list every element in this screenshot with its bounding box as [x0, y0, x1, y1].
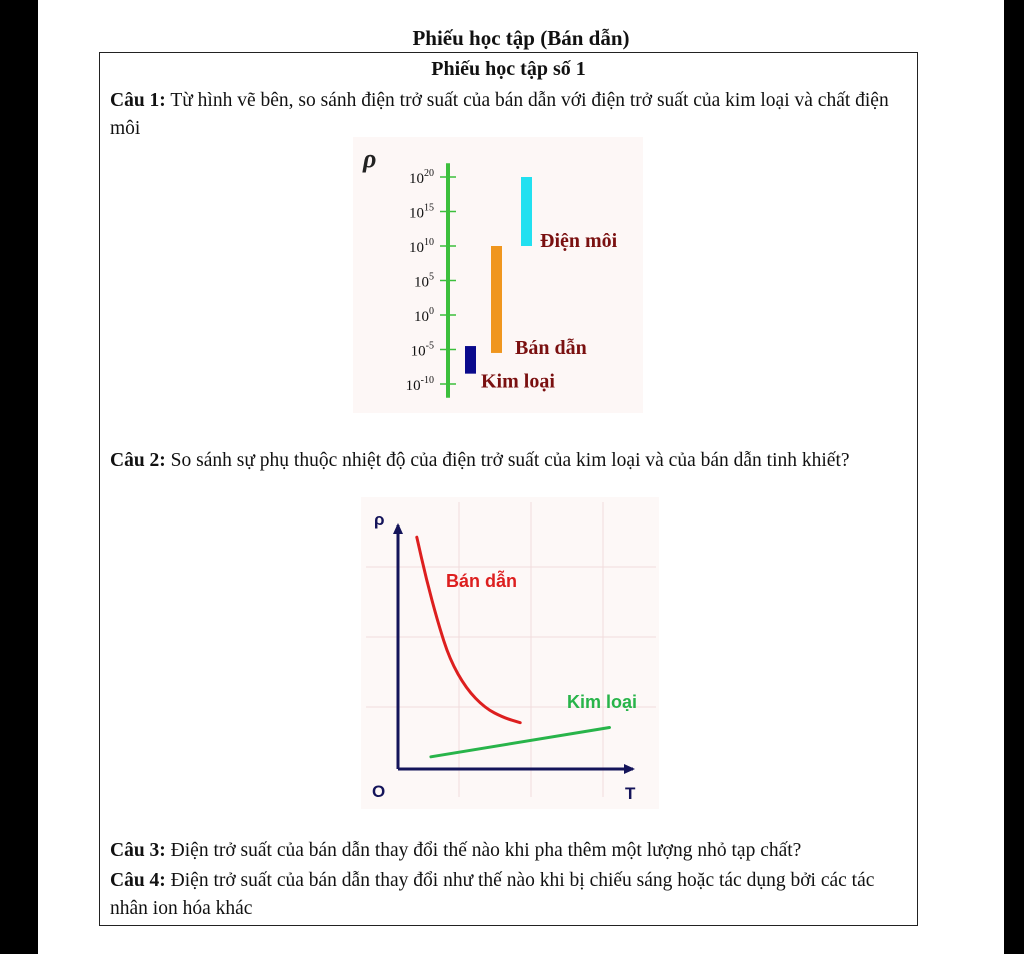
chart2-series-label-1: Bán dẫn: [446, 571, 518, 591]
chart1-tick-base: 10: [410, 343, 426, 360]
worksheet-page: [38, 0, 1004, 954]
chart1-tick-exponent: -5: [425, 340, 434, 352]
question-1-text: Từ hình vẽ bên, so sánh điện trở suất của bán dẫn với điện trở suất của kim loại và chất điện môi: [110, 90, 889, 139]
chart1-tick-base: 10: [409, 240, 424, 256]
question-4: [110, 867, 910, 923]
chart2-y-axis-label: ρ: [374, 510, 385, 529]
question-4-label: Câu 4:: [110, 870, 166, 891]
chart1-bar-label-2: Bán dẫn: [515, 336, 587, 359]
question-3: [110, 837, 910, 865]
question-2-text: So sánh sự phụ thuộc nhiệt độ của điện trở suất của kim loại và của bán dẫn tinh khiết?: [165, 450, 850, 471]
chart1-tick-base: 10: [409, 171, 424, 187]
question-3-label: Câu 3:: [110, 840, 166, 861]
chart1-bar-label-1: Kim loại: [481, 370, 555, 393]
worksheet-subtitle: Phiếu học tập số 1: [431, 58, 586, 80]
chart1-tick-exponent: -10: [420, 375, 434, 386]
question-1: [110, 87, 910, 143]
chart2-series-label-2: Kim loại: [567, 692, 638, 712]
chart1-bar-1: [465, 346, 476, 374]
chart1-bar-label-3: Điện môi: [540, 230, 618, 252]
chart1-bar-2: [491, 246, 502, 353]
question-2: [110, 447, 910, 475]
resistivity-temperature-chart: [361, 497, 659, 809]
chart1-tick-base: 10: [414, 309, 429, 325]
chart2-background: [361, 497, 659, 809]
chart1-tick-exponent: 20: [424, 168, 434, 179]
question-2-label: Câu 2:: [110, 450, 166, 471]
question-3-text: Điện trở suất của bán dẫn thay đổi thế nào khi pha thêm một lượng nhỏ tạp chất?: [165, 840, 802, 861]
chart1-tick-exponent: 5: [429, 271, 434, 283]
worksheet-frame: [99, 52, 918, 926]
chart1-tick-base: 10: [414, 274, 429, 291]
chart1-tick-base: 10: [409, 205, 424, 222]
chart1-y-axis-label: ρ: [363, 144, 377, 173]
document-title: Phiếu học tập (Bán dẫn): [412, 26, 630, 50]
question-1-label: Câu 1:: [110, 90, 166, 111]
chart1-tick-base: 10: [405, 378, 421, 394]
chart2-x-axis-label: T: [625, 784, 636, 803]
chart2-origin-label: O: [372, 782, 386, 801]
chart1-tick-exponent: 0: [429, 306, 434, 317]
question-4-text: Điện trở suất của bán dẫn thay đổi như thế nào khi bị chiếu sáng hoặc tác dụng bởi các tác nhân ion hóa khác: [110, 870, 875, 919]
resistivity-range-chart: [353, 137, 643, 413]
chart1-bar-3: [521, 177, 532, 246]
chart1-tick-exponent: 15: [424, 202, 434, 214]
chart1-tick-exponent: 10: [424, 237, 434, 248]
